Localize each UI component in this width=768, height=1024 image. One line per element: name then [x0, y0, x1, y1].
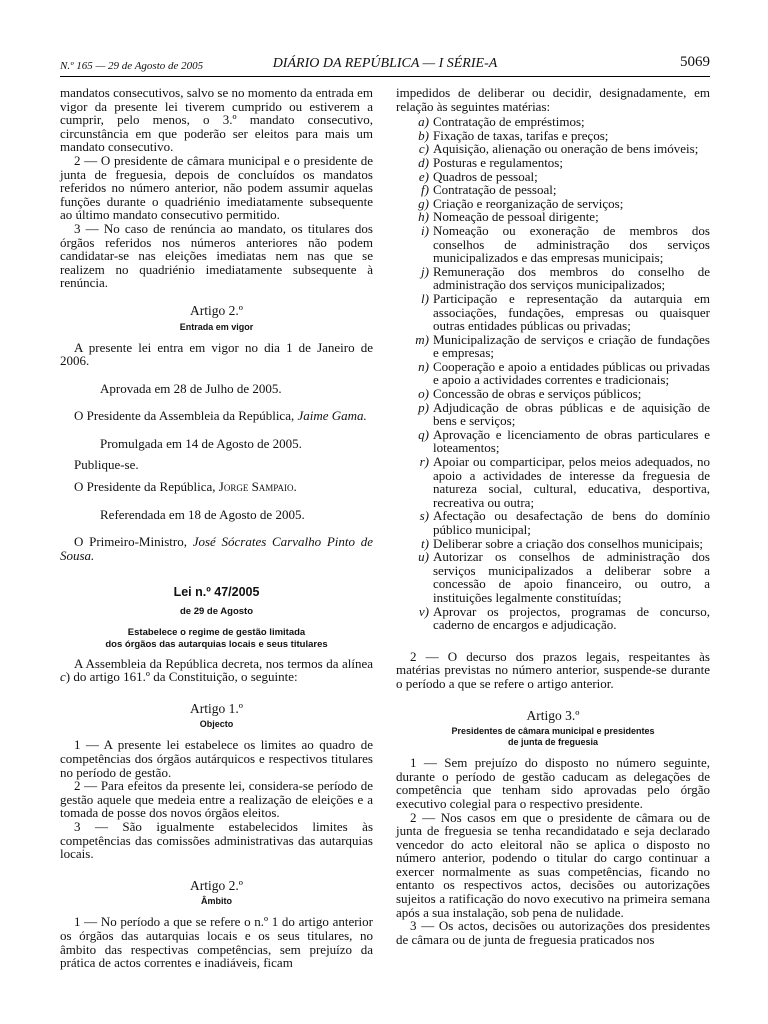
list-item-text: Participação e representação da autarquia em associações, fundações, empresas ou quaisquer outras entidades públicas ou privadas;: [433, 290, 710, 334]
article-title: Artigo 3.º: [526, 707, 580, 723]
list-item-label: r): [419, 454, 429, 470]
list-item-text: Aprovar os projectos, programas de concurso, caderno de encargos e adjudicação.: [433, 603, 710, 633]
paragraph: mandatos consecutivos, salvo se no momento da entrada em vigor da presente lei tiverem cumprido ou estiverem a cumprir, pelo menos, o 3.º mandato consecutivo, circunstância em que poderão ser eleitos para mais um mandato consecutivo.: [60, 85, 374, 155]
list-item-text: Autorizar os conselhos de administração dos serviços municipalizados a deliberar sobre a concessão de apoio financeiro, ou outro, a instituições legalmente constituídas;: [433, 549, 710, 605]
list-item-text: Nomeação ou exoneração de membros dos conselhos de administração dos serviços municipalizados e das empresas municipais;: [433, 222, 710, 266]
list-item-label: n): [418, 358, 429, 374]
approval-date: Aprovada em 28 de Julho de 2005.: [100, 380, 282, 396]
law-summary-line: dos órgãos das autarquias locais e seus titulares: [105, 638, 328, 650]
list-item: [396, 183, 710, 197]
list-item-label: t): [421, 535, 429, 551]
list-item-text: Quadros de pessoal;: [433, 168, 538, 184]
paragraph: 3 — São igualmente estabelecidos limites às competências das comissões administrativas das autarquias locais.: [60, 818, 373, 862]
list-item-label: p): [418, 399, 429, 415]
list-item-label: u): [418, 549, 429, 565]
page-header: [60, 56, 710, 74]
republic-president-name: Jorge Sampaio.: [218, 479, 297, 495]
list-item-label: o): [418, 386, 429, 402]
republic-president-label: O Presidente da República,: [74, 479, 219, 495]
header-journal-title: DIÁRIO DA REPÚBLICA — I SÉRIE-A: [272, 56, 498, 71]
list-item: [396, 224, 710, 265]
list-item: [396, 537, 710, 551]
decree-intro-text-end: ) do artigo 161.º da Constituição, o seguinte:: [65, 669, 298, 685]
list-item-text: Deliberar sobre a criação dos conselhos municipais;: [433, 535, 704, 551]
law-date: de 29 de Agosto: [179, 606, 254, 618]
list-item-text: Criação e reorganização de serviços;: [433, 195, 624, 211]
list-item-label: f): [421, 182, 429, 198]
list-item: [396, 605, 710, 632]
list-item-label: c): [418, 141, 429, 157]
paragraph: 3 — Os actos, decisões ou autorizações dos presidentes de câmara ou de junta de freguesia praticados nos: [396, 918, 710, 947]
list-item: [396, 509, 710, 536]
article-title: Artigo 2.º: [190, 877, 243, 893]
paragraph: impedidos de deliberar ou decidir, designadamente, em relação às seguintes matérias:: [396, 85, 710, 114]
promulgation-date: Promulgada em 14 de Agosto de 2005.: [100, 435, 302, 451]
list-item-text: Cooperação e apoio a entidades públicas ou privadas e apoio a actividades correntes e tradicionais;: [433, 358, 710, 388]
list-item: [396, 210, 710, 224]
list-item-text: Nomeação de pessoal dirigente;: [433, 209, 599, 225]
assembly-president: [60, 409, 373, 423]
list-item-label: m): [415, 331, 429, 347]
list-item: [396, 292, 710, 333]
list-item-text: Posturas e regulamentos;: [433, 154, 563, 170]
paragraph: 2 — O decurso dos prazos legais, respeitantes às matérias previstas no número anterior, suspende-se durante o período a que se refere o artigo anterior.: [396, 648, 710, 691]
paragraph: 2 — Para efeitos da presente lei, considera-se período de gestão aquele que medeia entre a realização de eleições e a tomada de posse dos novos órgãos eleitos.: [60, 778, 373, 821]
prime-minister-label: O Primeiro-Ministro,: [74, 534, 193, 550]
list-item: [396, 333, 710, 360]
list-item-label: d): [418, 154, 429, 170]
paragraph: 1 — No período a que se refere o n.º 1 do artigo anterior os órgãos das autarquias locais e os seus titulares, no âmbito das respectivas competências, sem prejuízo da prática de actos correntes e inadiáveis, ficam: [60, 914, 373, 971]
list-item-text: Contratação de pessoal;: [433, 182, 557, 198]
republic-president: [60, 480, 373, 494]
list-item-label: i): [421, 222, 429, 238]
header-page-number: 5069: [680, 54, 710, 70]
article-subtitle: Âmbito: [201, 896, 232, 907]
list-item: [396, 197, 710, 211]
paragraph: 1 — Sem prejuízo do disposto no número seguinte, durante o período de gestão caducam as delegações de competência que tenham sido aprovadas pelo órgão executivo colegial para o respectivo presidente.: [396, 755, 710, 811]
assembly-president-label: O Presidente da Assembleia da República,: [74, 408, 298, 424]
law-summary: [60, 627, 373, 651]
list-item: [396, 360, 710, 387]
article-subtitle: Objecto: [199, 719, 234, 730]
list-item: [396, 550, 710, 604]
list-item-label: b): [418, 127, 429, 143]
right-column: [396, 86, 710, 946]
matters-list: [396, 115, 710, 632]
paragraph: 2 — Nos casos em que o presidente de câmara ou de junta de freguesia se tenha recandidatado e seja declarado vencedor do acto eleitoral não se aplica o disposto no número anterior, podendo o titular do cargo continuar a exercer normalmente as suas competências, ficando no entanto os respectivos actos, decisões ou autorizações sujeitos a ratificação do novo executivo na primeira semana após a sua instalação, sob pena de nulidade.: [396, 809, 710, 920]
decree-intro-text: A Assembleia da República decreta, nos termos da alínea: [74, 655, 373, 671]
article-subtitle: [396, 726, 710, 748]
list-item: [396, 129, 710, 143]
left-column: [60, 86, 373, 970]
list-item-text: Fixação de taxas, tarifas e preços;: [433, 127, 609, 143]
list-item-text: Concessão de obras e serviços públicos;: [433, 386, 642, 402]
assembly-president-name: Jaime Gama.: [297, 408, 367, 424]
list-item: [396, 115, 710, 129]
header-rule: [60, 76, 710, 77]
list-item-label: e): [418, 168, 429, 184]
paragraph: A presente lei entra em vigor no dia 1 de Janeiro de 2006.: [60, 339, 373, 369]
decree-intro: [60, 657, 373, 684]
list-item: [396, 387, 710, 401]
list-item: [396, 156, 710, 170]
prime-minister: [60, 535, 373, 562]
paragraph: 1 — A presente lei estabelece os limites ao quadro de competências dos órgãos autárquicos e respectivos titulares no período de gestão.: [60, 737, 373, 780]
list-item-text: Apoiar ou comparticipar, pelos meios adequados, no apoio a actividades de interesse da freguesia de natureza social, cultural, educativa, desportiva, recreativa ou outra;: [433, 454, 710, 510]
list-item: [396, 265, 710, 292]
article-title: Artigo 1.º: [190, 700, 243, 716]
article-title: Artigo 2.º: [190, 302, 243, 318]
list-item-text: Adjudicação de obras públicas e de aquisição de bens e serviços;: [433, 399, 710, 429]
list-item: [396, 170, 710, 184]
law-title: Lei n.º 47/2005: [173, 585, 260, 600]
list-item-label: h): [418, 209, 429, 225]
list-item-label: s): [419, 508, 429, 524]
list-item-text: Afectação ou desafectação de bens do domínio público municipal;: [433, 508, 710, 537]
list-item-text: Contratação de empréstimos;: [433, 114, 585, 130]
list-item-label: j): [421, 263, 429, 279]
paragraph: 3 — No caso de renúncia ao mandato, os titulares dos órgãos referidos nos números anteriores não podem candidatar-se nas eleições imediatas nem nas que se realizem no quadriénio imediatamente subsequente à renúncia.: [60, 220, 373, 291]
article-subtitle-line: Presidentes de câmara municipal e presidentes: [451, 726, 655, 737]
article-subtitle-line: de junta de freguesia: [507, 737, 599, 748]
referendum-date: Referendada em 18 de Agosto de 2005.: [100, 506, 305, 522]
paragraph: 2 — O presidente de câmara municipal e o presidente de junta de freguesia, depois de concluídos os mandatos referidos no número anterior, não podem assumir aquelas funções durante o quadriénio imediatamente subsequente ao último mandato consecutivo permitido.: [60, 152, 373, 223]
list-item-label: a): [418, 114, 429, 130]
law-summary-line: Estabelece o regime de gestão limitada: [127, 626, 306, 638]
list-item: [396, 401, 710, 428]
list-item: [396, 428, 710, 455]
list-item-text: Municipalização de serviços e criação de fundações e empresas;: [433, 331, 710, 361]
article-subtitle: Entrada em vigor: [179, 321, 254, 332]
publication-order: Publique-se.: [74, 457, 139, 473]
list-item-label: q): [418, 426, 429, 442]
list-item: [396, 142, 710, 156]
header-issue-date: N.º 165 — 29 de Agosto de 2005: [60, 60, 204, 72]
list-item-text: Aprovação e licenciamento de obras particulares e loteamentos;: [433, 426, 710, 456]
list-item-text: Aquisição, alienação ou oneração de bens imóveis;: [433, 141, 699, 157]
list-item-label: l): [421, 290, 429, 306]
prime-minister-name: José Sócrates Carvalho Pinto de Sousa.: [60, 534, 373, 563]
decree-intro-letter: c: [60, 669, 66, 685]
list-item-label: g): [418, 195, 429, 211]
list-item: [396, 455, 710, 509]
list-item-label: v): [418, 603, 429, 619]
list-item-text: Remuneração dos membros do conselho de administração dos serviços municipalizados;: [433, 263, 710, 293]
